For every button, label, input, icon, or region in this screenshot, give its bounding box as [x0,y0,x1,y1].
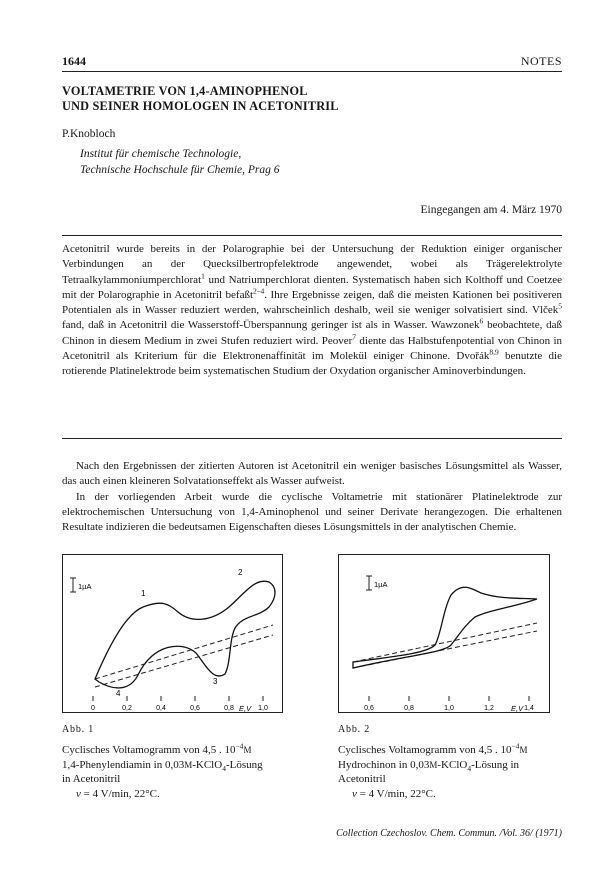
title-line-2: UND SEINER HOMOLOGEN IN ACETONITRIL [62,99,339,113]
background-curve [95,625,273,687]
figure-1-caption-line-2: 1,4-Phenylendiamin in 0,03M-KClO$_4$-Lösung [62,758,263,773]
figure-2-x-label: E,V [511,704,524,713]
x-tick-label: 1,2 [484,705,494,712]
figure-2-voltammogram [338,554,550,713]
figure-2-caption [338,723,563,801]
figure-1-label: Abb. 1 [62,724,95,735]
figure-1-x-label: E,V [239,704,252,713]
page-number: 1644 [62,54,86,68]
peak-label-4: 4 [116,689,121,698]
x-tick-label: 0,8 [224,705,234,712]
x-tick-label: 0,6 [364,705,374,712]
x-tick-label: 0,6 [190,705,200,712]
header-rule [62,71,562,72]
article-title [62,84,562,114]
abstract-text: Acetonitril wurde bereits in der Polarographie bei der Untersuchung der Reduktion einiger organischer Verbindungen an der Quecksilbertropfelektrode angewendet, wobei als Trägerelektrolyte Tetraalkylammoniumperchlorat$^1$ und Natriumperchlorat dienten. Systematisch haben sich Kolthoff und Coetzee mit der Polarographie in Acetonitril befaßt$^{2-4}$. Ihre Ergebnisse zeigen, daß die meisten Kationen bei positiveren Potentialen als in Wasser reduziert werden, wahrscheinlich deshalb, weil sie weniger solvatisiert sind. Vlček$^5$ fand, daß in Acetonitril die Wasserstoff-Überspannung geringer ist als in Wasser. Wawzonek$^6$ beobachtete, daß Chinon in diesem Medium in zwei Stufen reduziert wird. Peover$^7$ diente das Halbstufenpotential von Chinon in Acetonitril als Kriterium für die Elektronenaffinität im Molekül einiger Chinone. Dvořák$^{8,9}$ benutzte die rotierende Platinelektrode beim systematischen Studium der Oxydation organischer Aminoverbindungen. [62,243,563,378]
abstract-rule-bottom [62,438,562,439]
peak-label-1: 1 [141,589,146,598]
x-tick-label: 0,4 [156,705,166,712]
figure-2-caption-line-2: Hydrochinon in 0,03M-KClO$_4$-Lösung in [338,758,520,773]
received-date: Eingegangen am 4. März 1970 [420,204,562,216]
figure-2-caption-line-3: Acetonitril [338,773,386,786]
title-line-1: VOLTAMETRIE VON 1,4-AMINOPHENOL [62,84,308,98]
voltammogram-curve [95,581,275,688]
section-label: NOTES [520,54,562,68]
figure-1-caption-line-4: v = 4 V/min, 22°C. [76,787,160,800]
current-scale-bar [70,578,76,592]
figure-2-label: Abb. 2 [338,724,371,735]
x-tick-label: 0,2 [122,705,132,712]
figure-1-caption-line-1: Cyclisches Voltamogramm von 4,5 . $10^{-4}M$ [62,741,252,757]
background-curve [353,623,537,668]
abstract-rule-top [62,235,562,236]
x-tick-label: 1,0 [258,705,268,712]
x-tick-label: 0,8 [404,705,414,712]
figure-2-caption-line-4: v = 4 V/min, 22°C. [352,787,436,800]
peak-label-3: 3 [213,677,218,686]
x-tick-label: 1,4 [524,705,534,712]
peak-label-2: 2 [238,568,243,577]
figure-1-voltammogram [62,554,283,713]
x-tick-label: 0 [91,705,95,712]
institution [80,146,280,178]
current-scale-bar [366,576,372,590]
page-header [62,54,562,72]
current-scale-label: 1µA [78,582,92,591]
figure-1-caption-line-3: in Acetonitril [62,773,121,786]
figure-2-x-ticks [364,696,534,712]
journal-footer: Collection Czechoslov. Chem. Commun. /Vol. 36/ (1971) [336,828,562,839]
body-paragraph-1: Nach den Ergebnissen der zitierten Autoren ist Acetonitril ein weniger basisches Lösungsmittel als Wasser, das auch einen kleineren Solvatationseffekt als Wasser aufweist. [62,460,562,488]
body-text [62,459,562,535]
current-scale-label: 1µA [374,580,388,589]
figure-1-caption [62,723,317,801]
author: P.Knobloch [62,128,116,140]
body-paragraph-2: In der vorliegenden Arbeit wurde die cyclische Voltametrie mit stationärer Platinelektrode zur elektrochemischen Untersuchung von 1,4-Aminophenol und seiner Derivate herangezogen. Die erhaltenen Resultate indizieren die bedeutsamen Eigenschaften dieses Lösungsmittels in der analytischen Chemie. [62,490,562,534]
figure-2-caption-line-1: Cyclisches Voltamogramm von 4,5 . $10^{-4}M$ [338,741,528,757]
institution-line-1: Institut für chemische Technologie, [80,148,242,160]
institution-line-2: Technische Hochschule für Chemie, Prag 6 [80,164,280,176]
abstract [62,242,562,380]
x-tick-label: 1,0 [444,705,454,712]
